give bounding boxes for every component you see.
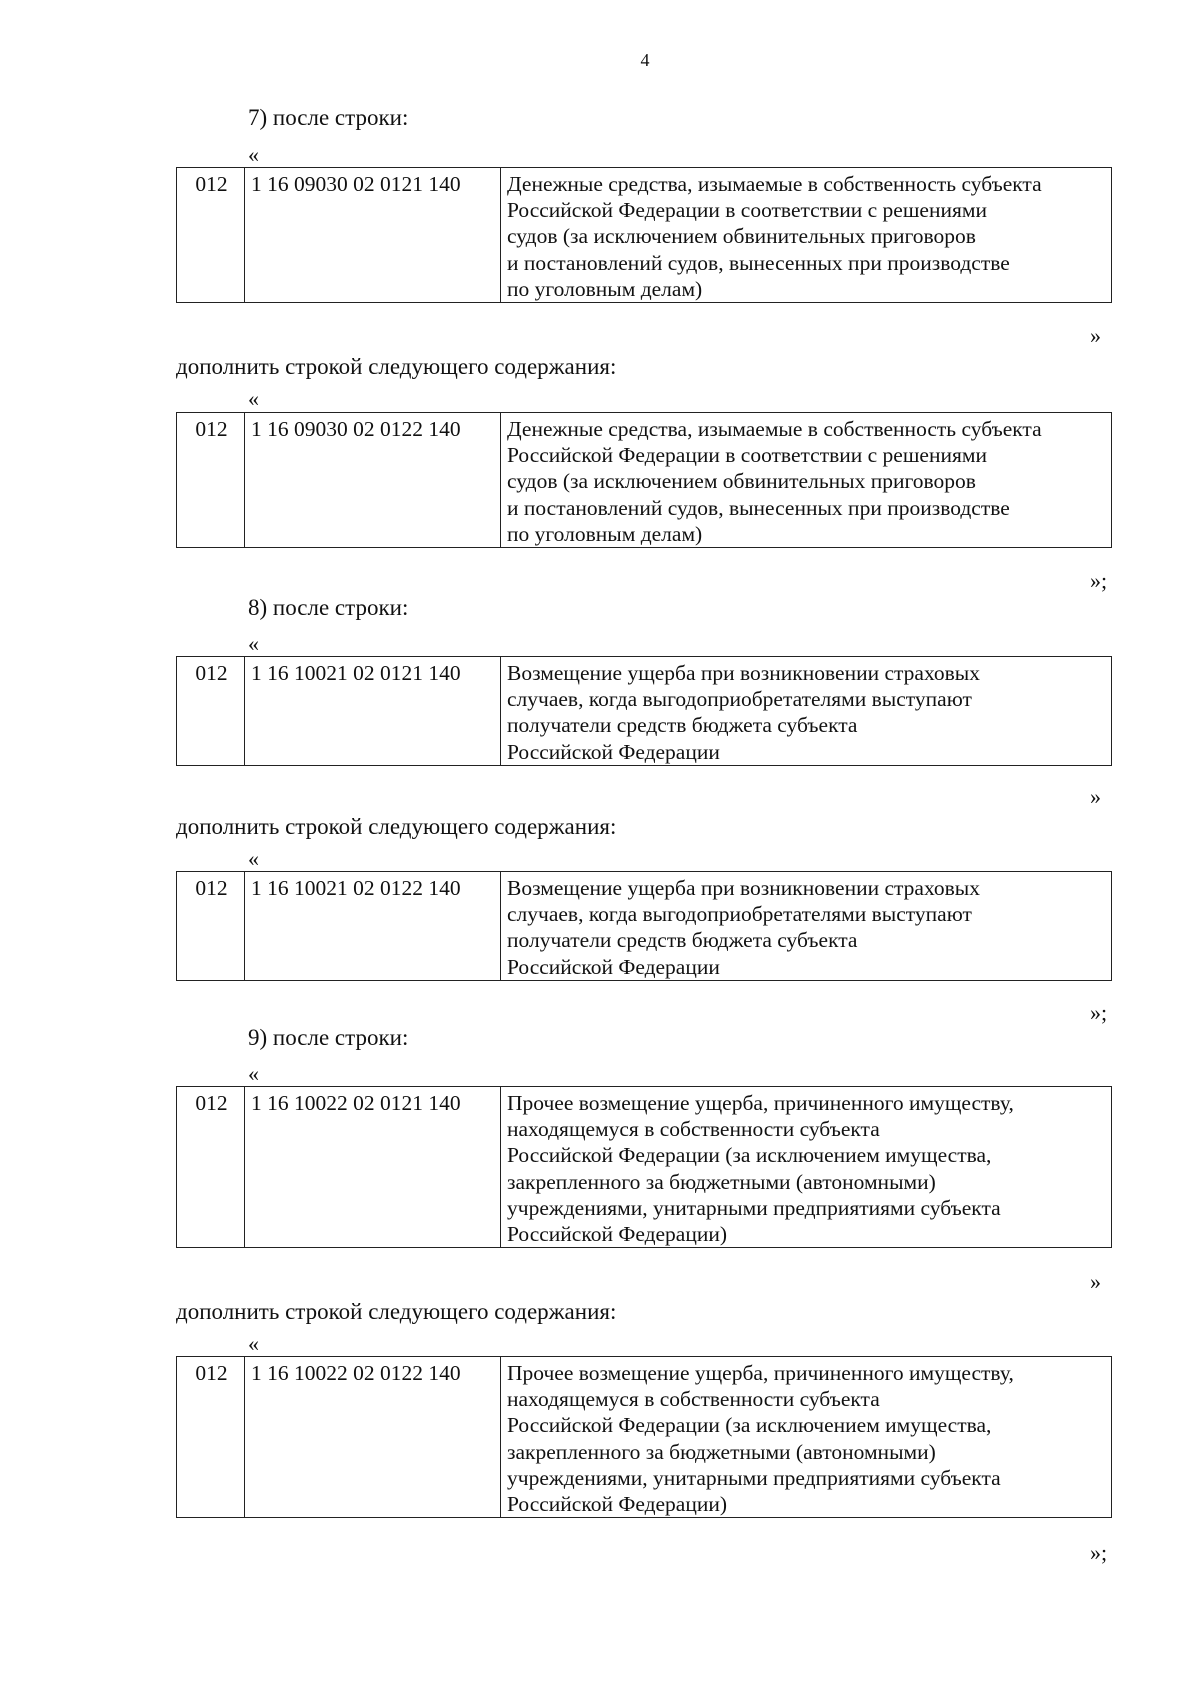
description-line: и постановлений судов, вынесенных при производстве: [507, 250, 1010, 275]
description-line: закрепленного за бюджетными (автономными): [507, 1169, 936, 1194]
budget-code-row-before: [176, 1086, 1112, 1248]
description-line: по уголовным делам): [507, 521, 703, 546]
description-line: случаев, когда выгодоприобретателями выступают: [507, 687, 972, 712]
description-cell: [501, 168, 1112, 303]
description-line: закрепленного за бюджетными (автономными): [507, 1439, 936, 1464]
description-line: и постановлений судов, вынесенных при производстве: [507, 495, 1010, 520]
add-row-instruction: дополнить строкой следующего содержания:: [176, 1299, 617, 1324]
description-line: находящемуся в собственности субъекта: [507, 1117, 880, 1142]
admin-code-cell: 012: [177, 413, 245, 548]
description-line: Прочее возмещение ущерба, причиненного имуществу,: [507, 1091, 1014, 1115]
add-row-instruction: дополнить строкой следующего содержания:: [176, 354, 617, 379]
admin-code-cell: 012: [177, 1087, 245, 1248]
section-heading-7: 7) после строки:: [248, 105, 409, 130]
description-line: Российской Федерации в соответствии с решениями: [507, 443, 987, 468]
admin-code-cell: 012: [177, 872, 245, 981]
quote-open: «: [248, 142, 259, 167]
description-line: Прочее возмещение ущерба, причиненного имуществу,: [507, 1361, 1014, 1385]
description-line: Российской Федерации): [507, 1492, 728, 1517]
description-cell: [501, 1087, 1112, 1248]
budget-code-row-before: [176, 167, 1112, 303]
quote-open: «: [248, 1061, 259, 1086]
quote-close: »;: [1090, 1000, 1108, 1025]
budget-code-row-before: [176, 656, 1112, 766]
description-line: Российской Федерации: [507, 954, 720, 979]
description-line: судов (за исключением обвинительных приговоров: [507, 224, 976, 249]
description-line: Возмещение ущерба при возникновении страховых: [507, 661, 980, 685]
section-heading-9: 9) после строки:: [248, 1025, 409, 1050]
description-cell: [501, 872, 1112, 981]
kbk-code-cell: 1 16 10022 02 0122 140: [245, 1357, 501, 1518]
description-line: Денежные средства, изымаемые в собственность субъекта: [507, 417, 1042, 441]
quote-close: »: [1090, 323, 1101, 348]
description-line: по уголовным делам): [507, 276, 703, 301]
add-row-instruction: дополнить строкой следующего содержания:: [176, 814, 617, 839]
kbk-code-cell: 1 16 10021 02 0122 140: [245, 872, 501, 981]
admin-code-cell: 012: [177, 657, 245, 766]
quote-open: «: [248, 846, 259, 871]
description-cell: [501, 1357, 1112, 1518]
kbk-code-cell: 1 16 09030 02 0122 140: [245, 413, 501, 548]
kbk-code-cell: 1 16 10021 02 0121 140: [245, 657, 501, 766]
admin-code-cell: 012: [177, 1357, 245, 1518]
description-line: Российской Федерации (за исключением имущества,: [507, 1143, 992, 1168]
description-cell: [501, 657, 1112, 766]
description-line: Российской Федерации: [507, 739, 720, 764]
description-line: получатели средств бюджета субъекта: [507, 713, 858, 738]
quote-close: »: [1090, 784, 1101, 809]
description-line: Российской Федерации в соответствии с решениями: [507, 198, 987, 223]
quote-open: «: [248, 1331, 259, 1356]
page-number: 4: [640, 50, 650, 70]
description-line: судов (за исключением обвинительных приговоров: [507, 469, 976, 494]
budget-code-row-after: [176, 871, 1112, 981]
description-line: Денежные средства, изымаемые в собственность субъекта: [507, 172, 1042, 196]
description-line: находящемуся в собственности субъекта: [507, 1387, 880, 1412]
description-line: Российской Федерации (за исключением имущества,: [507, 1413, 992, 1438]
quote-close: »;: [1090, 1540, 1108, 1565]
admin-code-cell: 012: [177, 168, 245, 303]
description-line: Возмещение ущерба при возникновении страховых: [507, 876, 980, 900]
budget-code-row-after: [176, 1356, 1112, 1518]
quote-open: «: [248, 386, 259, 411]
budget-code-row-after: [176, 412, 1112, 548]
description-line: получатели средств бюджета субъекта: [507, 928, 858, 953]
section-heading-8: 8) после строки:: [248, 595, 409, 620]
description-line: учреждениями, унитарными предприятиями субъекта: [507, 1465, 1001, 1490]
description-line: учреждениями, унитарными предприятиями субъекта: [507, 1195, 1001, 1220]
description-line: Российской Федерации): [507, 1222, 728, 1247]
kbk-code-cell: 1 16 10022 02 0121 140: [245, 1087, 501, 1248]
description-cell: [501, 413, 1112, 548]
description-line: случаев, когда выгодоприобретателями выступают: [507, 902, 972, 927]
quote-close: »;: [1090, 568, 1108, 593]
quote-close: »: [1090, 1269, 1101, 1294]
quote-open: «: [248, 631, 259, 656]
kbk-code-cell: 1 16 09030 02 0121 140: [245, 168, 501, 303]
